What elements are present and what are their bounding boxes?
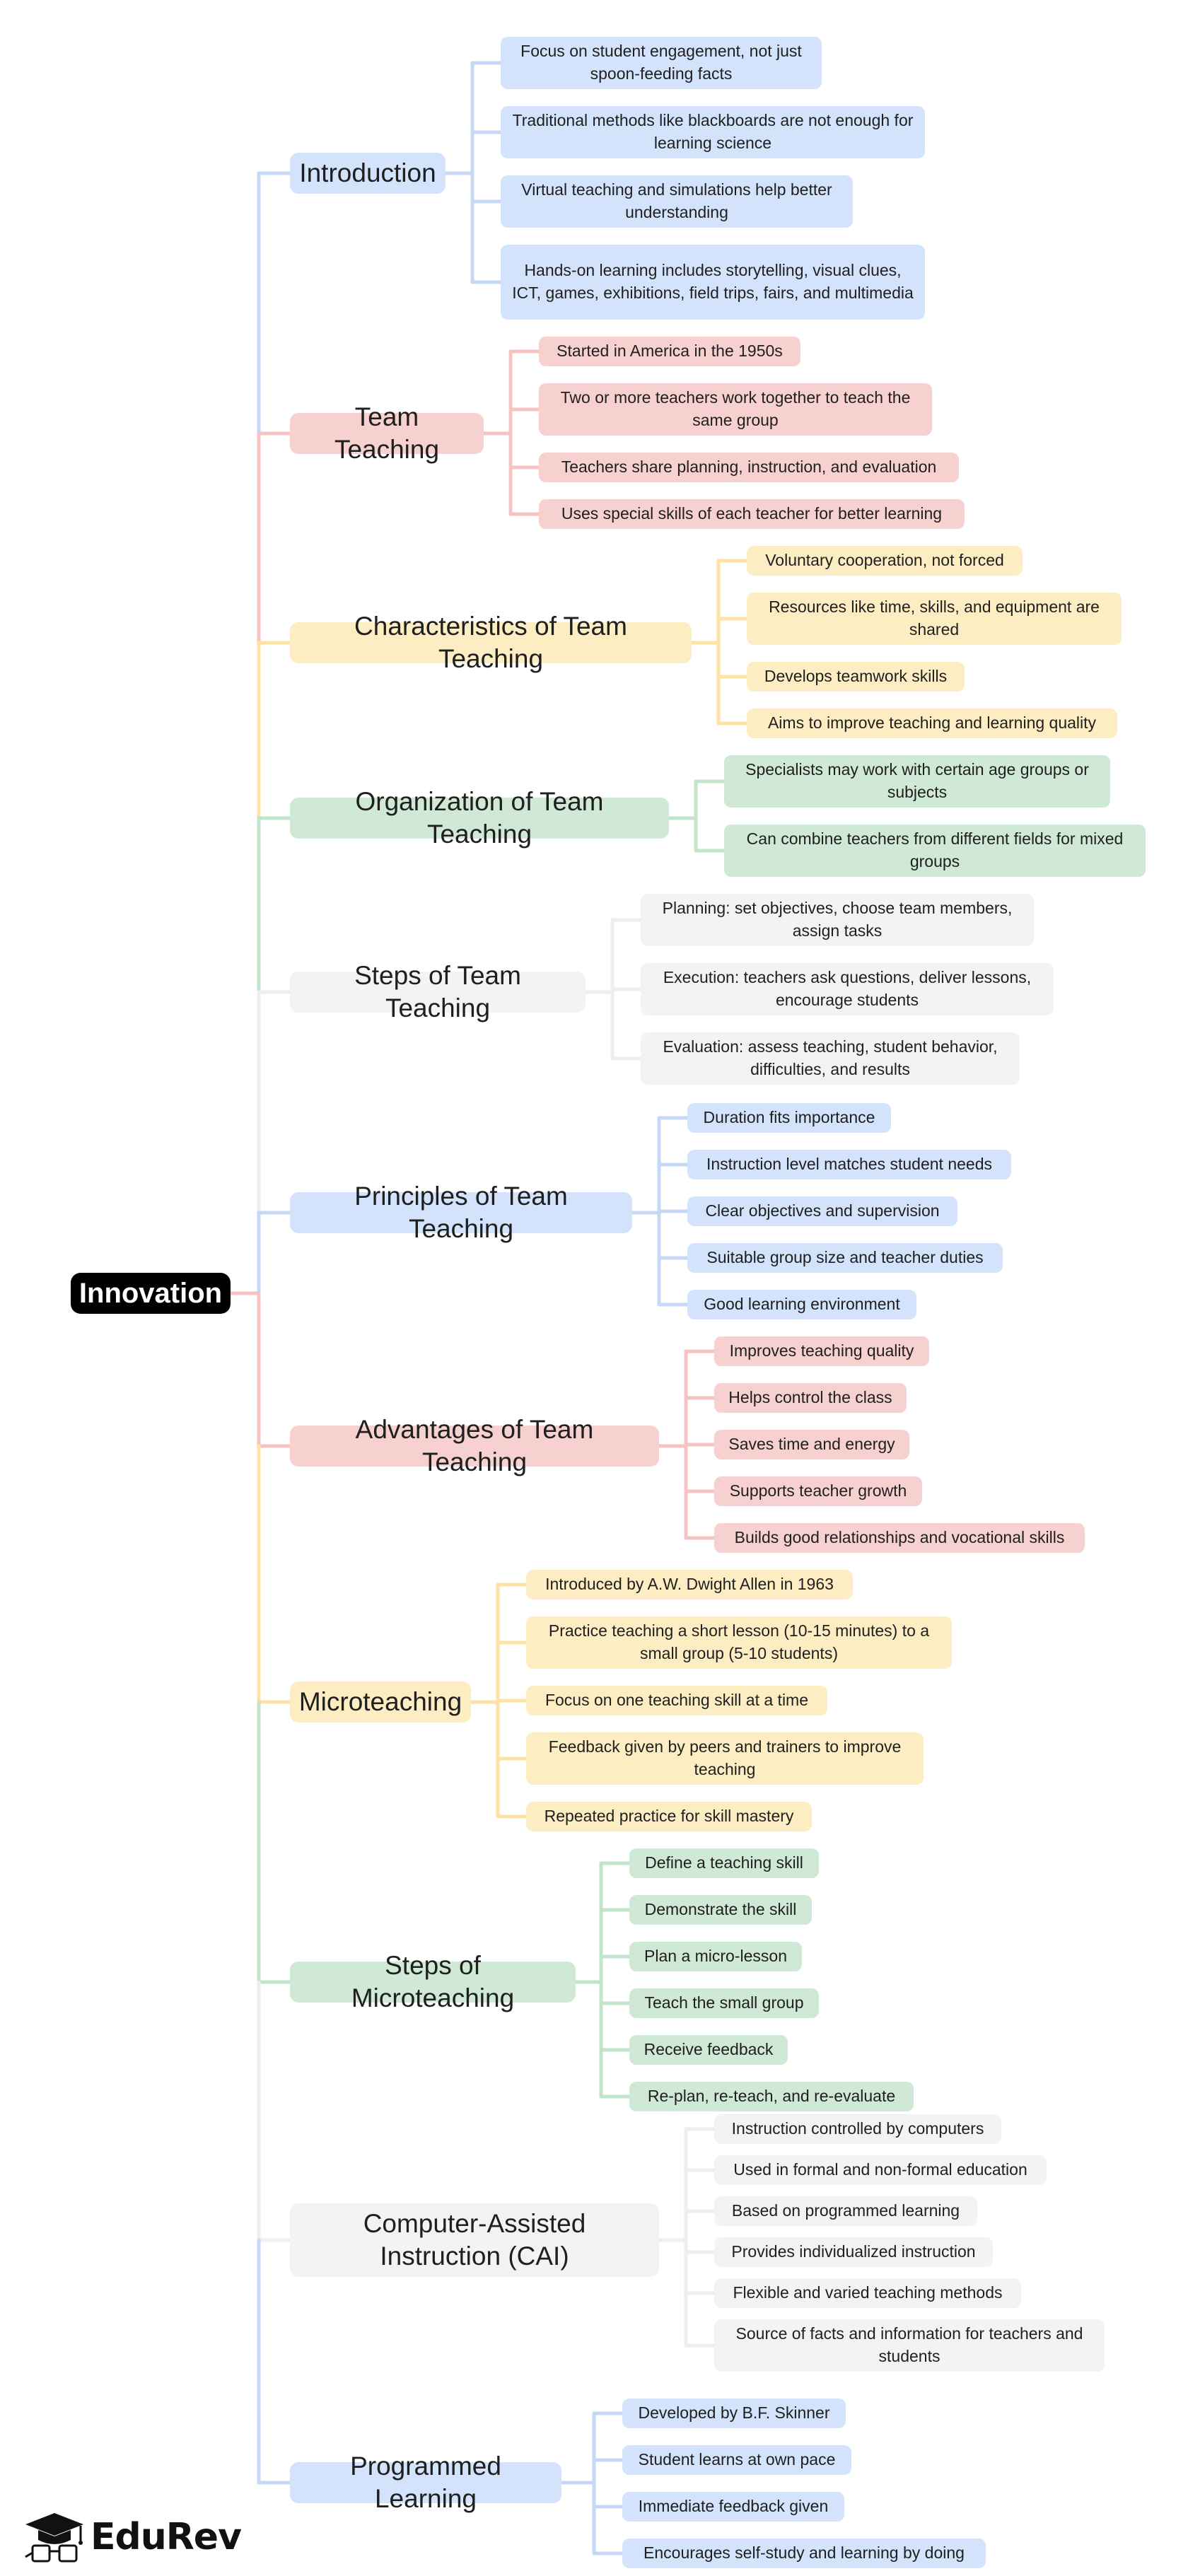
leaf-char-1: Voluntary cooperation, not forced [747,546,1023,576]
leaf-adv-1: Improves teaching quality [714,1336,929,1366]
branch-organization: Organization of Team Teaching [290,798,669,839]
branch-steps-microteaching: Steps of Microteaching [290,1962,576,2003]
leaf-prog-1: Developed by B.F. Skinner [622,2399,846,2428]
leaf-intro-1: Focus on student engagement, not just spoon-feeding facts [501,37,822,89]
branch-team-teaching: Team Teaching [290,413,484,454]
leaf-adv-4: Supports teacher growth [714,1476,922,1506]
leaf-micro-4: Feedback given by peers and trainers to improve teaching [526,1732,924,1785]
leaf-micro-5: Repeated practice for skill mastery [526,1802,812,1831]
leaf-cai-5: Flexible and varied teaching methods [714,2278,1021,2308]
leaf-cai-3: Based on programmed learning [714,2196,977,2226]
leaf-cai-1: Instruction controlled by computers [714,2114,1001,2144]
leaf-prog-3: Immediate feedback given [622,2492,844,2522]
leaf-team-4: Uses special skills of each teacher for better learning [539,499,965,529]
leaf-princ-2: Instruction level matches student needs [687,1150,1011,1179]
leaf-steps-1: Planning: set objectives, choose team members, assign tasks [641,894,1034,946]
branch-principles: Principles of Team Teaching [290,1192,632,1233]
leaf-intro-4: Hands-on learning includes storytelling, visual clues, ICT, games, exhibitions, field trips, fairs, and multimedia [501,245,925,320]
leaf-adv-2: Helps control the class [714,1383,907,1413]
leaf-char-3: Develops teamwork skills [747,662,965,692]
leaf-smicro-4: Teach the small group [629,1988,819,2018]
leaf-smicro-2: Demonstrate the skill [629,1895,812,1925]
leaf-cai-4: Provides individualized instruction [714,2237,993,2267]
leaf-prog-2: Student learns at own pace [622,2445,851,2475]
leaf-princ-4: Suitable group size and teacher duties [687,1243,1003,1273]
branch-steps-team-teaching: Steps of Team Teaching [290,972,586,1013]
leaf-cai-2: Used in formal and non-formal education [714,2155,1047,2185]
branch-characteristics: Characteristics of Team Teaching [290,622,692,663]
branch-introduction: Introduction [290,153,446,194]
leaf-micro-2: Practice teaching a short lesson (10-15 minutes) to a small group (5-10 students) [526,1616,952,1669]
leaf-char-2: Resources like time, skills, and equipment are shared [747,593,1122,645]
branch-cai: Computer-Assisted Instruction (CAI) [290,2203,659,2277]
edurev-logo [23,2509,241,2565]
leaf-princ-5: Good learning environment [687,1290,916,1319]
leaf-smicro-6: Re-plan, re-teach, and re-evaluate [629,2082,914,2111]
leaf-team-1: Started in America in the 1950s [539,337,800,366]
leaf-smicro-1: Define a teaching skill [629,1848,819,1878]
leaf-smicro-5: Receive feedback [629,2035,788,2065]
leaf-micro-3: Focus on one teaching skill at a time [526,1686,827,1715]
leaf-adv-3: Saves time and energy [714,1430,909,1459]
leaf-adv-5: Builds good relationships and vocational skills [714,1523,1085,1553]
leaf-org-2: Can combine teachers from different fields for mixed groups [724,824,1146,877]
logo-text: EduRev [91,2516,241,2558]
leaf-intro-2: Traditional methods like blackboards are not enough for learning science [501,106,925,158]
leaf-team-2: Two or more teachers work together to teach the same group [539,383,932,436]
branch-advantages: Advantages of Team Teaching [290,1426,659,1467]
leaf-steps-3: Evaluation: assess teaching, student behavior, difficulties, and results [641,1032,1020,1085]
leaf-micro-1: Introduced by A.W. Dwight Allen in 1963 [526,1570,853,1599]
leaf-intro-3: Virtual teaching and simulations help better understanding [501,175,853,228]
leaf-prog-4: Encourages self-study and learning by doing [622,2539,986,2568]
leaf-char-4: Aims to improve teaching and learning quality [747,709,1117,738]
branch-programmed-learning: Programmed Learning [290,2462,561,2503]
root-node: Innovation [71,1273,231,1314]
leaf-org-1: Specialists may work with certain age groups or subjects [724,755,1110,808]
branch-microteaching: Microteaching [290,1682,471,1723]
graduation-cap-icon [23,2509,86,2565]
leaf-cai-6: Source of facts and information for teachers and students [714,2319,1105,2372]
leaf-princ-1: Duration fits importance [687,1103,891,1133]
leaf-steps-2: Execution: teachers ask questions, deliver lessons, encourage students [641,963,1054,1015]
leaf-team-3: Teachers share planning, instruction, and evaluation [539,453,959,482]
leaf-princ-3: Clear objectives and supervision [687,1196,957,1226]
leaf-smicro-3: Plan a micro-lesson [629,1942,802,1971]
